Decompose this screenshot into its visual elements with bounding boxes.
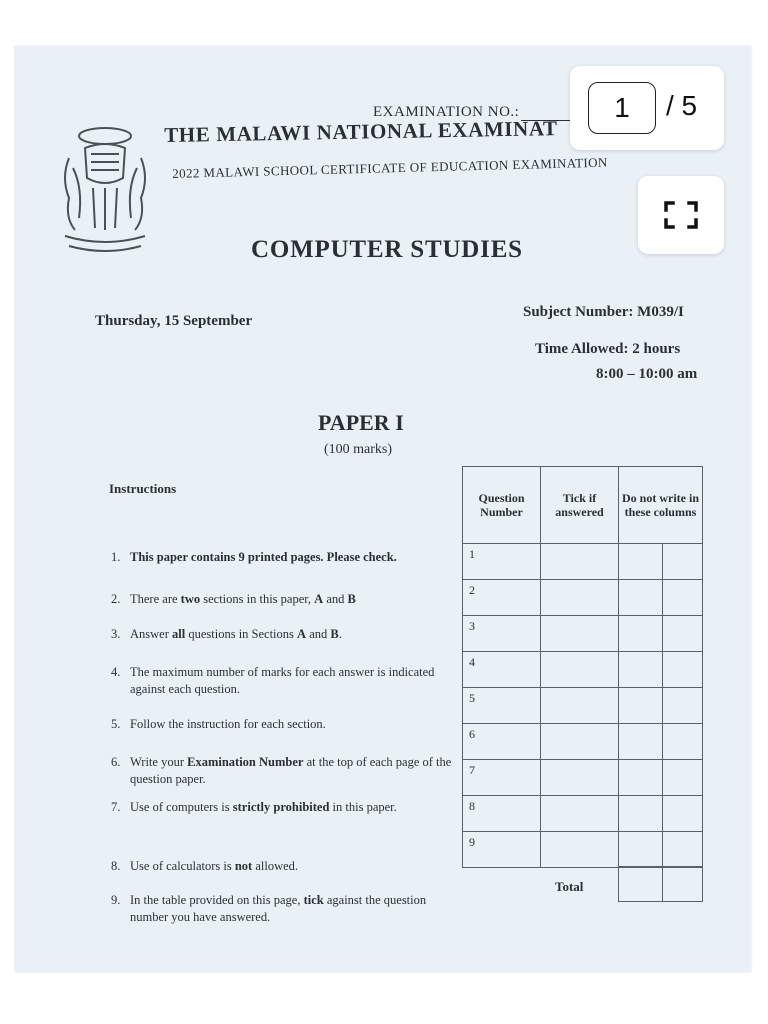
table-row-tick-cell[interactable] bbox=[540, 723, 619, 760]
table-row-examiner-cell bbox=[662, 543, 703, 580]
table-row-question-number: 2 bbox=[462, 579, 541, 616]
table-row-question-number: 9 bbox=[462, 831, 541, 868]
exam-board-title: THE MALAWI NATIONAL EXAMINAT bbox=[164, 116, 558, 147]
table-row-question-number: 7 bbox=[462, 759, 541, 796]
instruction-number: 4. bbox=[111, 665, 121, 679]
instruction-text: Use of computers is strictly prohibited in this paper. bbox=[130, 800, 397, 814]
page-count: / 5 bbox=[666, 90, 698, 121]
table-row-examiner-cell bbox=[618, 651, 663, 688]
instruction-text: Follow the instruction for each section. bbox=[130, 717, 326, 731]
subject-number: Subject Number: M039/I bbox=[523, 304, 684, 320]
instruction-number: 6. bbox=[111, 755, 121, 769]
instruction-number: 5. bbox=[111, 717, 121, 731]
table-row-examiner-cell bbox=[662, 831, 703, 868]
question-tick-table bbox=[462, 466, 703, 904]
table-row-tick-cell[interactable] bbox=[540, 687, 619, 724]
instruction-item bbox=[111, 716, 461, 733]
table-row-question-number: 5 bbox=[462, 687, 541, 724]
table-row-tick-cell[interactable] bbox=[540, 579, 619, 616]
table-row-examiner-cell bbox=[662, 759, 703, 796]
instructions-heading: Instructions bbox=[109, 481, 177, 496]
instruction-item bbox=[111, 858, 461, 875]
table-row-tick-cell[interactable] bbox=[540, 831, 619, 868]
table-row-tick-cell[interactable] bbox=[540, 615, 619, 652]
instruction-item bbox=[111, 892, 461, 926]
table-row-examiner-cell bbox=[662, 615, 703, 652]
table-total-cell bbox=[662, 866, 703, 902]
instruction-item bbox=[111, 591, 461, 608]
instruction-number: 3. bbox=[111, 627, 121, 641]
instruction-item bbox=[111, 626, 461, 643]
page-indicator bbox=[570, 66, 724, 150]
instruction-text: Write your Examination Number at the top of each page of the question paper. bbox=[130, 755, 452, 786]
table-row-examiner-cell bbox=[618, 723, 663, 760]
paper-title: PAPER I bbox=[318, 410, 404, 435]
instruction-text: Answer all questions in Sections A and B. bbox=[130, 627, 342, 641]
total-label: Total bbox=[555, 879, 584, 894]
exam-date: Thursday, 15 September bbox=[95, 313, 253, 329]
instruction-item bbox=[111, 664, 461, 698]
time-range: 8:00 – 10:00 am bbox=[596, 366, 698, 382]
fullscreen-button[interactable] bbox=[638, 176, 724, 254]
table-row-examiner-cell bbox=[618, 615, 663, 652]
instruction-number: 8. bbox=[111, 859, 121, 873]
instruction-number: 9. bbox=[111, 893, 121, 907]
examination-number-text: EXAMINATION NO.: bbox=[373, 104, 520, 120]
table-row-examiner-cell bbox=[618, 831, 663, 868]
total-marks: (100 marks) bbox=[324, 442, 393, 457]
instruction-text: In the table provided on this page, tick against the question number you have answered. bbox=[130, 893, 427, 924]
table-row-examiner-cell bbox=[618, 795, 663, 832]
instruction-number: 2. bbox=[111, 592, 121, 606]
certificate-line: 2022 MALAWI SCHOOL CERTIFICATE OF EDUCATION EXAMINATION bbox=[172, 154, 608, 181]
table-row-examiner-cell bbox=[662, 651, 703, 688]
instruction-text: There are two sections in this paper, A and B bbox=[130, 592, 356, 606]
table-row-tick-cell[interactable] bbox=[540, 651, 619, 688]
table-row-examiner-cell bbox=[662, 795, 703, 832]
instruction-text: The maximum number of marks for each answer is indicated against each question. bbox=[130, 665, 435, 696]
table-row-tick-cell[interactable] bbox=[540, 759, 619, 796]
table-row-question-number: 6 bbox=[462, 723, 541, 760]
table-row-examiner-cell bbox=[618, 579, 663, 616]
instruction-item bbox=[111, 754, 461, 788]
table-row-question-number: 8 bbox=[462, 795, 541, 832]
table-row-question-number: 4 bbox=[462, 651, 541, 688]
table-row-question-number: 1 bbox=[462, 543, 541, 580]
table-header-question-number: Question Number bbox=[462, 466, 541, 544]
table-total-cell bbox=[618, 866, 663, 902]
fullscreen-icon bbox=[663, 200, 699, 230]
table-row-tick-cell[interactable] bbox=[540, 543, 619, 580]
instruction-number: 7. bbox=[111, 800, 121, 814]
instruction-number: 1. bbox=[111, 550, 121, 564]
time-allowed: Time Allowed: 2 hours bbox=[535, 341, 681, 357]
subject-title: COMPUTER STUDIES bbox=[251, 236, 523, 263]
instruction-item bbox=[111, 799, 461, 816]
instruction-text: Use of calculators is not allowed. bbox=[130, 859, 299, 873]
instruction-item bbox=[111, 549, 461, 566]
table-row-examiner-cell bbox=[662, 723, 703, 760]
table-header-do-not-write: Do not write in these columns bbox=[618, 466, 703, 544]
table-row-examiner-cell bbox=[618, 543, 663, 580]
table-row-examiner-cell bbox=[662, 579, 703, 616]
table-row-examiner-cell bbox=[618, 759, 663, 796]
table-row-examiner-cell bbox=[618, 687, 663, 724]
table-header-tick: Tick if answered bbox=[540, 466, 619, 544]
instruction-text: This paper contains 9 printed pages. Please check. bbox=[130, 550, 397, 564]
malawi-coat-of-arms-logo bbox=[55, 118, 155, 268]
table-row-examiner-cell bbox=[662, 687, 703, 724]
table-row-tick-cell[interactable] bbox=[540, 795, 619, 832]
table-row-question-number: 3 bbox=[462, 615, 541, 652]
page-number-input[interactable]: 1 bbox=[588, 82, 656, 134]
